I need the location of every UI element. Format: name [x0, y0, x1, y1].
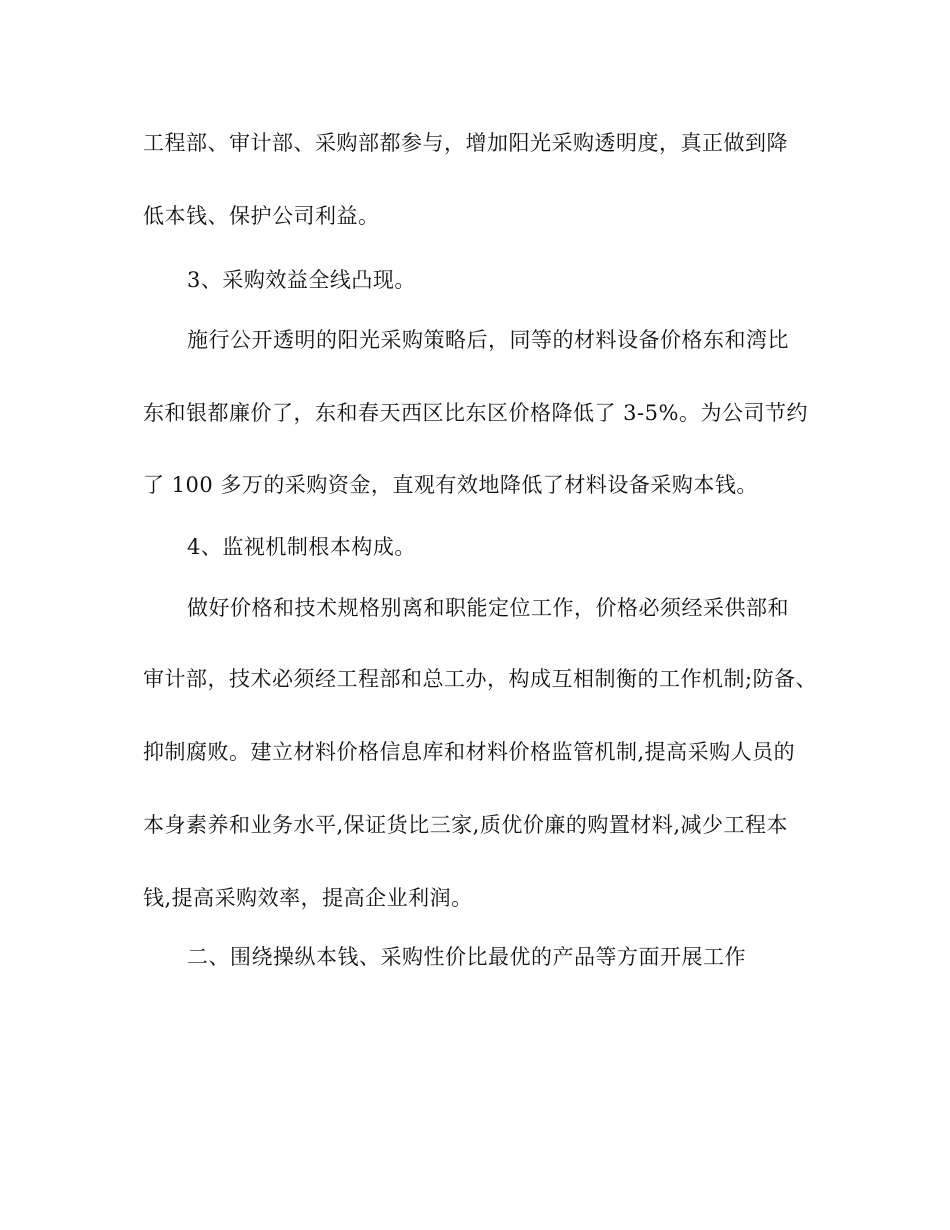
section-heading: 4、监视机制根本构成。	[187, 535, 416, 559]
paragraph-line: 工程部、审计部、采购部都参与，增加阳光采购透明度，真正做到降	[143, 131, 788, 155]
paragraph-line: 本身素养和业务水平,保证货比三家,质优价廉的购置材料,减少工程本	[143, 813, 789, 837]
paragraph-line: 了 100 多万的采购资金，直观有效地降低了材料设备采购本钱。	[143, 473, 758, 497]
paragraph-line: 东和银都廉价了，东和春天西区比东区价格降低了 3-5%。为公司节约	[143, 401, 808, 425]
paragraph-line: 做好价格和技术规格别离和职能定位工作，价格必须经采供部和	[187, 596, 789, 620]
paragraph-line: 审计部，技术必须经工程部和总工办，构成互相制衡的工作机制;防备、	[143, 667, 818, 691]
section-heading: 二、围绕操纵本钱、采购性价比最优的产品等方面开展工作	[187, 945, 746, 969]
paragraph-line: 钱,提高采购效率，提高企业利润。	[143, 886, 473, 910]
paragraph-line: 抑制腐败。建立材料价格信息库和材料价格监管机制,提高采购人员的	[143, 740, 796, 764]
section-heading: 3、采购效益全线凸现。	[187, 268, 416, 292]
paragraph-line: 低本钱、保护公司利益。	[143, 204, 380, 228]
paragraph-line: 施行公开透明的阳光采购策略后，同等的材料设备价格东和湾比	[187, 328, 789, 352]
